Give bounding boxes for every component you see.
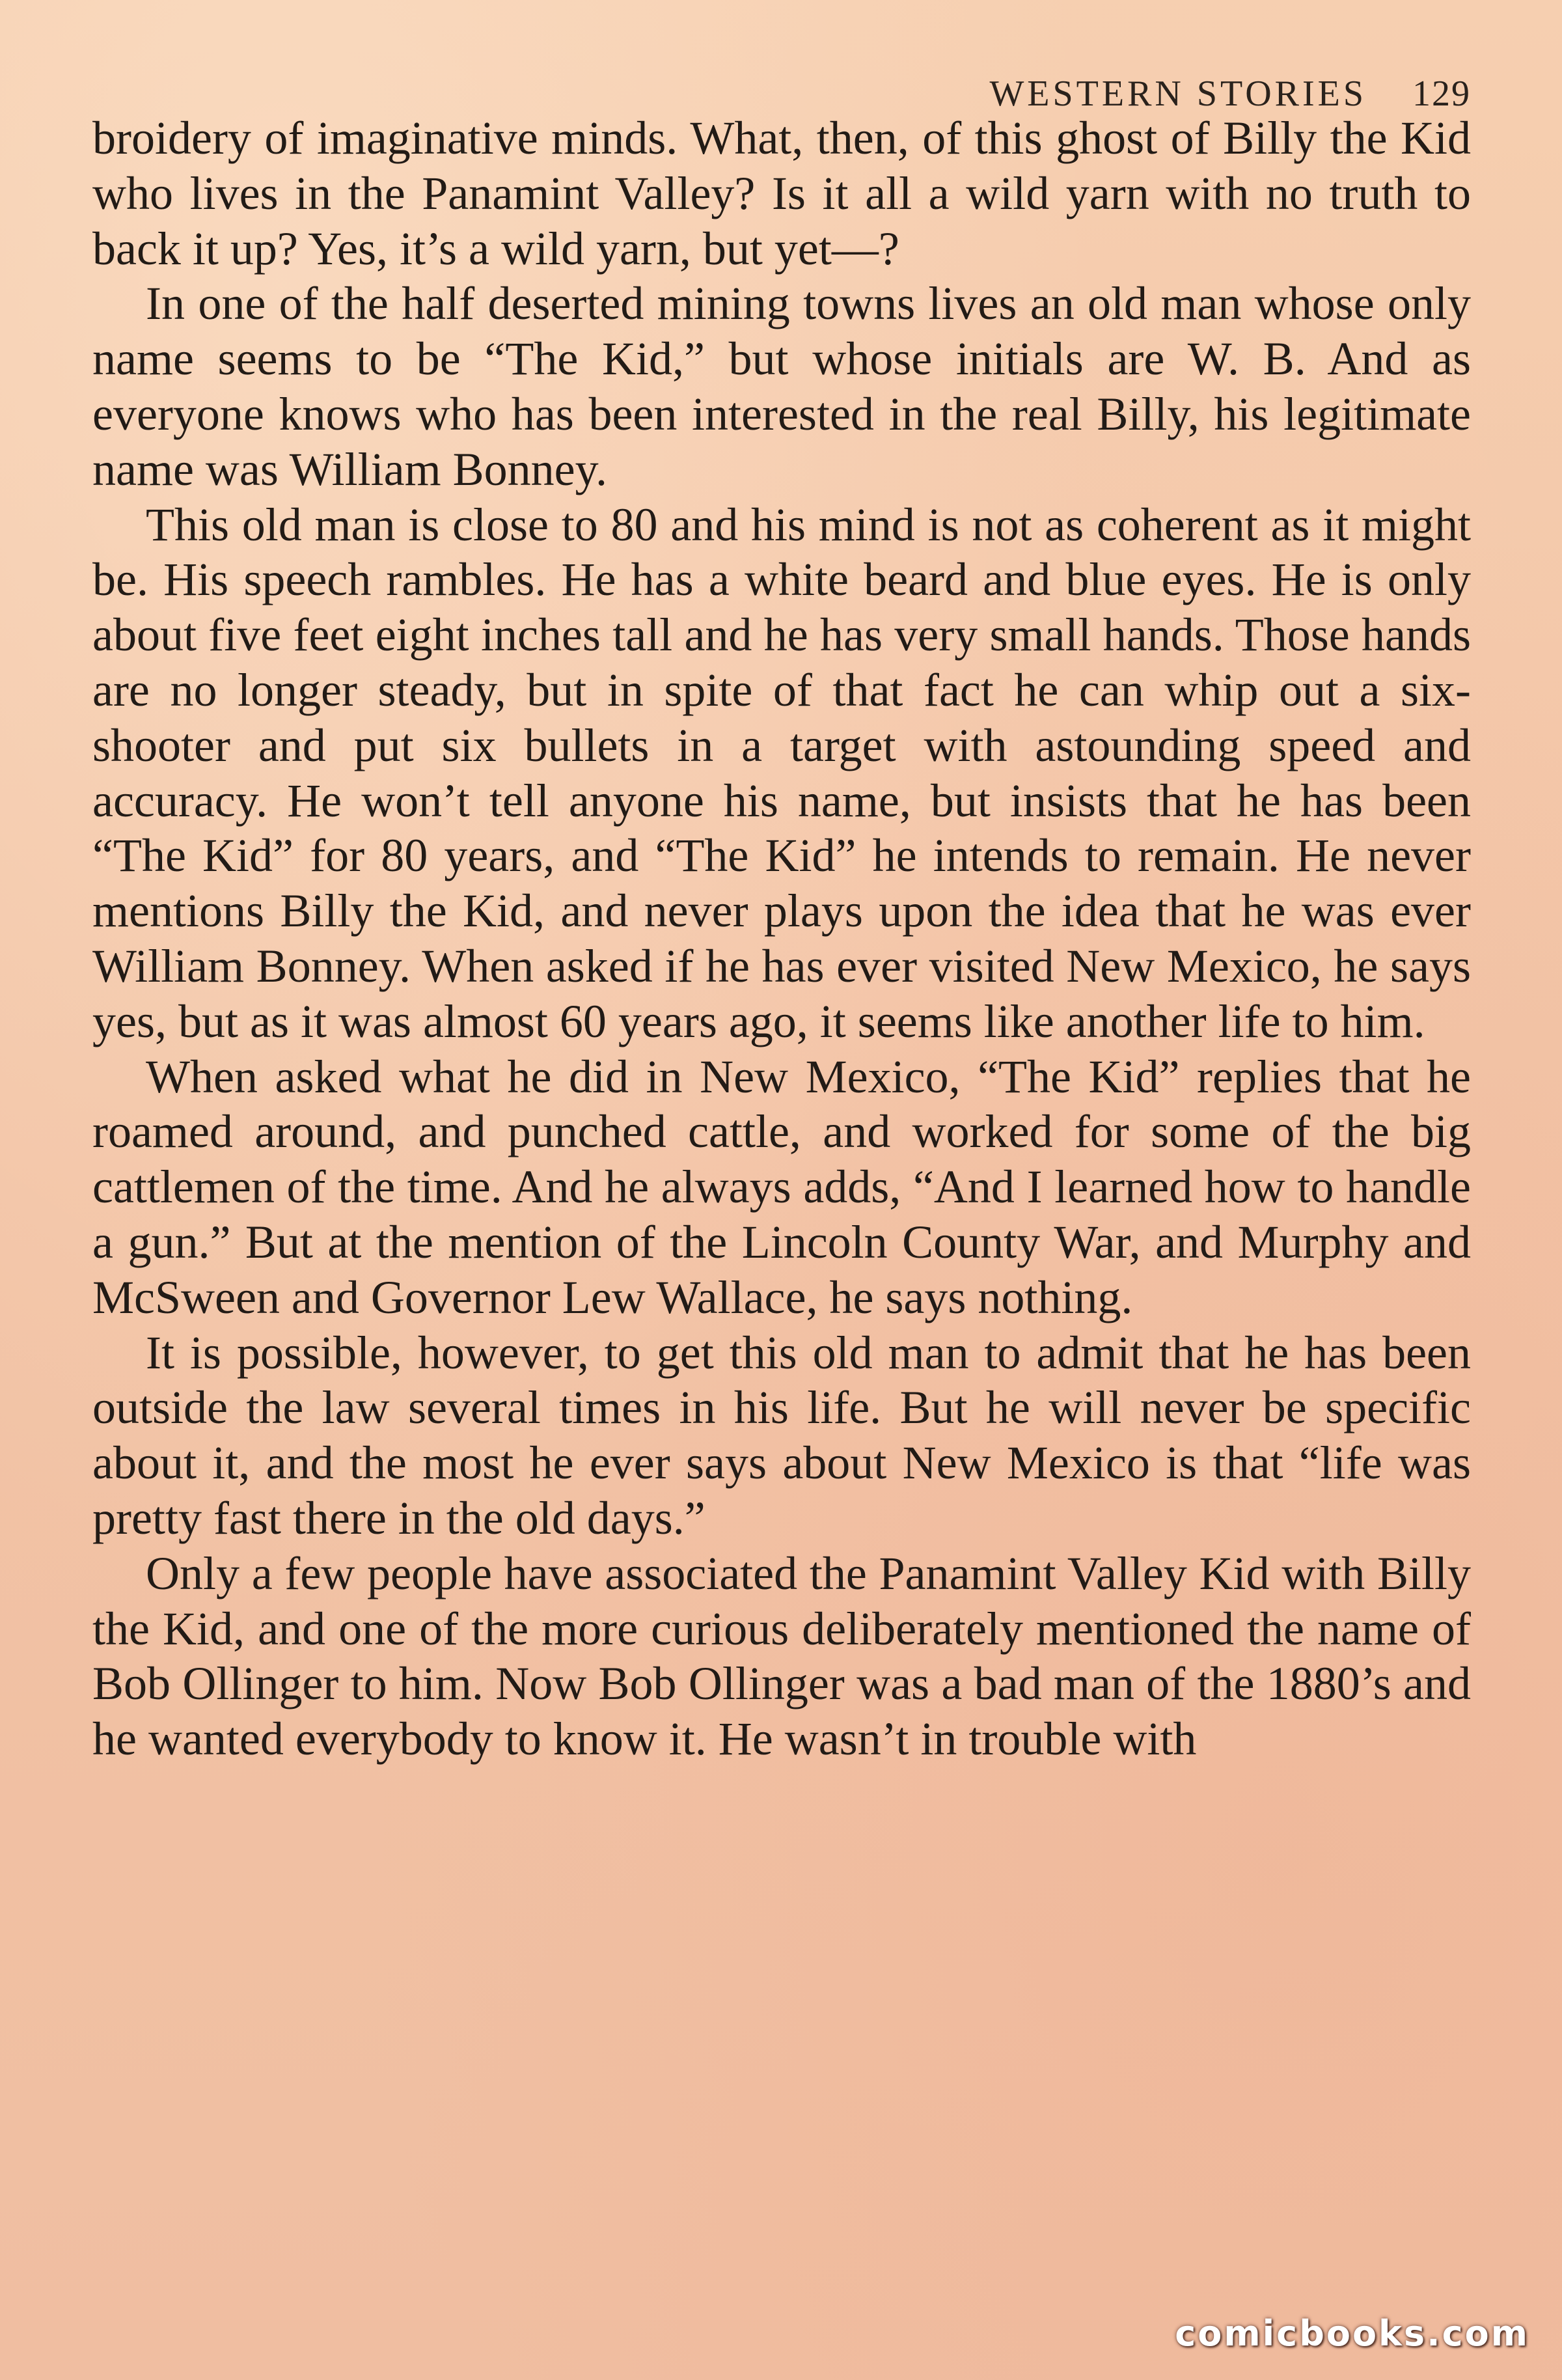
paragraph-5: It is possible, however, to get this old man to admit that he has been outside the law several times in his life. But he will never be specific about it, and the most he ever says about New Mexico is that “life was pretty fast there in the old days.” (92, 1326, 1471, 1544)
section-title: WESTERN STORIES (989, 74, 1367, 114)
watermark-logo: comicbooks.com (1175, 2313, 1529, 2354)
paragraph-3: This old man is close to 80 and his mind is not as coherent as it might be. His speech rambles. He has a white beard and blue eyes. He is only about five feet eight inches tall and he has very small hands. Those hands are no longer steady, but in spite of that fact he can whip out a six-shooter and put six bullets in a target with astounding speed and accuracy. He won’t tell anyone his name, but insists that he has been “The Kid” for 80 years, and “The Kid” he intends to remain. He never mentions Billy the Kid, and never plays upon the idea that he was ever William Bonney. When asked if he has ever visited New Mexico, he says yes, but as it was almost 60 years ago, it seems like another life to him. (92, 498, 1471, 1047)
paragraph-2: In one of the half deserted mining towns lives an old man whose only name seems to be “The Kid,” but whose initials are W. B. And as everyone knows who has been interested in the real Billy, his legitimate name was William Bonney. (92, 277, 1471, 495)
paragraph-4: When asked what he did in New Mexico, “The Kid” replies that he roamed around, and punched cattle, and worked for some of the big cattlemen of the time. And he always adds, “And I learned how to handle a gun.” But at the mention of the Lincoln County War, and Murphy and McSween and Governor Lew Wallace, he says nothing. (92, 1050, 1471, 1323)
paragraph-6: Only a few people have associated the Panamint Valley Kid with Billy the Kid, and one of the more curious deliberately mentioned the name of Bob Ollinger to him. Now Bob Ollinger was a bad man of the 1880’s and he wanted everybody to know it. He wasn’t in trouble with (92, 1547, 1471, 1765)
paragraph-1: broidery of imaginative minds. What, then, of this ghost of Billy the Kid who lives in the Panamint Valley? Is it all a wild yarn with no truth to back it up? Yes, it’s a wild yarn, but yet—? (92, 112, 1471, 275)
running-header (989, 73, 1471, 115)
page-number: 129 (1412, 74, 1471, 114)
body-text (92, 111, 1471, 1767)
